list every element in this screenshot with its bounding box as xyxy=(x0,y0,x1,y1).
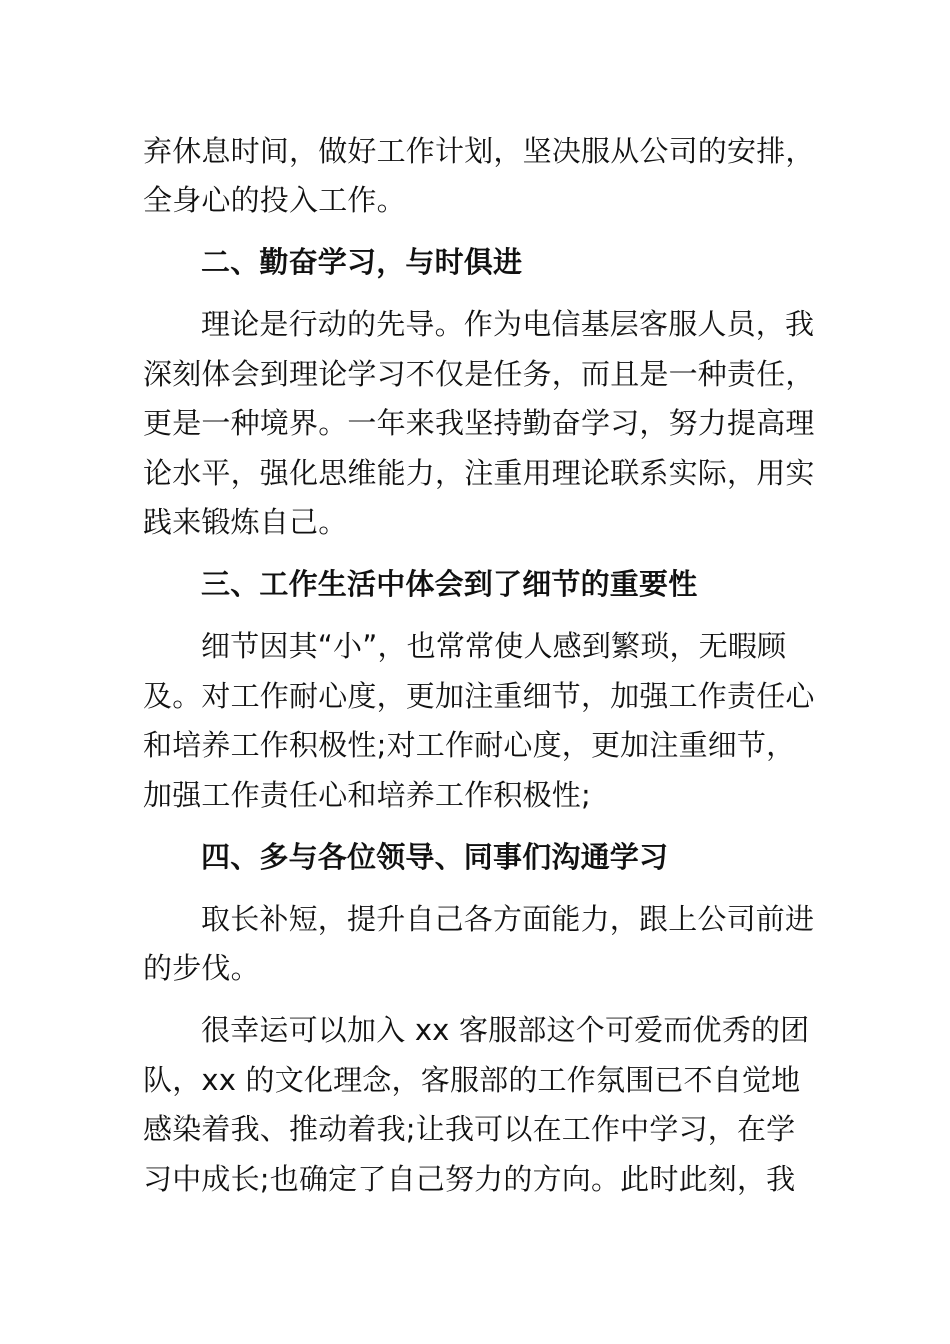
section-heading: 四、多与各位领导、同事们沟通学习 xyxy=(201,840,669,874)
paragraph-line: 全身心的投入工作。 xyxy=(143,183,406,217)
paragraph-line: 感染着我、推动着我;让我可以在工作中学习，在学 xyxy=(143,1112,796,1146)
paragraph-line: 论水平，强化思维能力，注重用理论联系实际，用实 xyxy=(143,456,815,490)
paragraph-line: 队，xx 的文化理念，客服部的工作氛围已不自觉地 xyxy=(143,1063,801,1097)
paragraph-line: 的步伐。 xyxy=(143,951,260,985)
section-heading: 三、工作生活中体会到了细节的重要性 xyxy=(201,567,698,601)
paragraph-line: 习中成长;也确定了自己努力的方向。此时此刻，我 xyxy=(143,1162,796,1196)
paragraph-line: 践来锻炼自己。 xyxy=(143,505,348,539)
paragraph-line: 深刻体会到理论学习不仅是任务，而且是一种责任， xyxy=(143,357,815,391)
paragraph-line: 弃休息时间，做好工作计划，坚决服从公司的安排， xyxy=(143,134,815,168)
paragraph-line: 和培养工作积极性;对工作耐心度，更加注重细节， xyxy=(143,728,796,762)
paragraph-line: 及。对工作耐心度，更加注重细节，加强工作责任心 xyxy=(143,679,815,713)
section-heading: 二、勤奋学习，与时俱进 xyxy=(201,245,523,279)
paragraph-line: 更是一种境界。一年来我坚持勤奋学习，努力提高理 xyxy=(143,406,815,440)
paragraph-line: 很幸运可以加入 xx 客服部这个可爱而优秀的团 xyxy=(201,1013,810,1047)
paragraph-line: 细节因其“小”，也常常使人感到繁琐，无暇顾 xyxy=(201,629,787,663)
paragraph-line: 取长补短，提升自己各方面能力，跟上公司前进 xyxy=(201,902,815,936)
paragraph-line: 加强工作责任心和培养工作积极性; xyxy=(143,778,591,812)
paragraph-line: 理论是行动的先导。作为电信基层客服人员，我 xyxy=(201,307,815,341)
